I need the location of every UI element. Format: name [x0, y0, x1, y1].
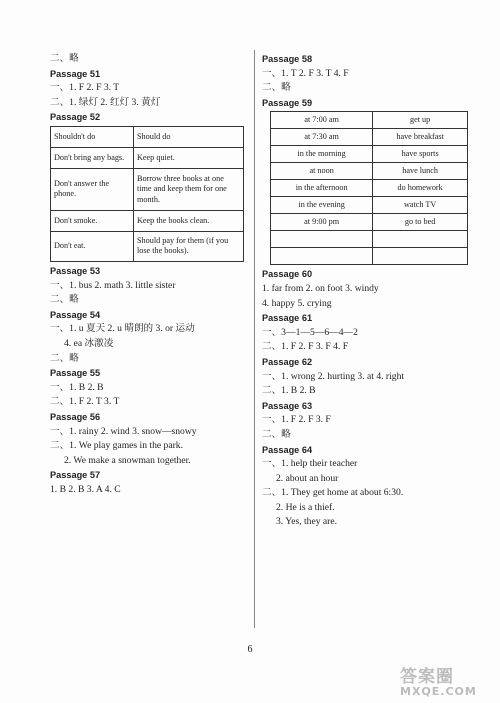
table-row — [271, 197, 468, 214]
passage-heading: Passage 51 — [50, 68, 101, 79]
table-row — [271, 112, 468, 129]
table-cell: at 7:00 am — [271, 112, 373, 129]
answer-line: 一、1. F 2. F 3. F — [262, 414, 331, 426]
table-row — [271, 146, 468, 163]
table-cell: go to bed — [373, 214, 468, 231]
answer-line: 一、1. wrong 2. hurting 3. at 4. right — [262, 370, 405, 382]
answer-line: 一、1. rainy 2. wind 3. snow—snowy — [50, 425, 197, 437]
table-cell: in the morning — [271, 146, 373, 163]
table-cell: in the afternoon — [271, 180, 373, 197]
passage-heading: Passage 62 — [262, 356, 313, 367]
answer-line: 1. far from 2. on foot 3. windy — [262, 282, 379, 294]
table-cell — [373, 248, 468, 265]
table-cell: Shouldn't do — [51, 126, 134, 147]
table-cell: at 7:30 am — [271, 129, 373, 146]
answer-line: 二、略 — [50, 53, 79, 64]
answer-line: 1. B 2. B 3. A 4. C — [50, 483, 121, 495]
passage-heading: Passage 57 — [50, 470, 101, 481]
passage-heading: Passage 53 — [50, 265, 101, 276]
answer-line: 一、1. help their teacher — [262, 458, 358, 470]
table-row — [271, 231, 468, 248]
answer-line: 二、1. They get home at about 6:30. — [262, 487, 404, 499]
answer-line: 一、1. T 2. F 3. T 4. F — [262, 67, 349, 79]
passage-heading: Passage 60 — [262, 269, 313, 280]
table-row — [271, 214, 468, 231]
answer-line: 一、1. bus 2. math 3. little sister — [50, 279, 176, 291]
table-cell: at 9:00 pm — [271, 214, 373, 231]
page-number: 6 — [247, 644, 253, 655]
answer-line: 二、1. F 2. T 3. T — [50, 396, 120, 408]
answer-line: 二、略 — [262, 82, 291, 94]
passage-heading: Passage 61 — [262, 313, 313, 324]
table-cell: do homework — [373, 180, 468, 197]
table-cell: Should do — [134, 126, 244, 147]
answer-line: 二、1. B 2. B — [262, 385, 316, 397]
table-row — [271, 248, 468, 265]
table-cell: Keep quiet. — [134, 147, 244, 168]
left-column — [50, 52, 248, 497]
table-cell: at noon — [271, 163, 373, 180]
table-row — [271, 129, 468, 146]
answer-line: 一、1. B 2. B — [50, 381, 104, 393]
table-cell — [271, 248, 373, 265]
passage-heading: Passage 56 — [50, 411, 101, 422]
table-row — [271, 180, 468, 197]
answer-line: 4. happy 5. crying — [262, 297, 332, 309]
table-cell: Don't smoke. — [51, 210, 134, 231]
table-row — [51, 168, 244, 210]
passage-59-table — [270, 111, 468, 265]
table-row — [51, 147, 244, 168]
answer-line: 2. about an hour — [276, 472, 339, 484]
answer-line: 2. We make a snowman together. — [64, 454, 191, 466]
answer-line: 二、略 — [262, 428, 291, 440]
table-cell: Borrow three books at one time and keep them for one month. — [134, 168, 244, 210]
passage-52-table — [50, 126, 244, 262]
passage-heading: Passage 63 — [262, 400, 313, 411]
table-row — [51, 231, 244, 261]
table-cell: Should pay for them (if you lose the books). — [134, 231, 244, 261]
table-cell: Don't bring any bags. — [51, 147, 134, 168]
passage-heading: Passage 52 — [50, 112, 101, 123]
watermark-logo — [400, 662, 494, 700]
answer-line: 二、略 — [50, 294, 79, 306]
watermark-bottom: MXQE.COM — [400, 685, 477, 698]
table-cell: Don't eat. — [51, 231, 134, 261]
table-cell: have breakfast — [373, 129, 468, 146]
answer-line: 4. ea 冰激凌 — [64, 337, 114, 349]
table-cell: get up — [373, 112, 468, 129]
table-cell: have sports — [373, 146, 468, 163]
column-divider — [254, 50, 255, 628]
answer-line: 二、略 — [50, 352, 79, 364]
answer-line: 一、3—1—5—6—4—2 — [262, 326, 358, 338]
table-row — [271, 163, 468, 180]
passage-heading: Passage 59 — [262, 97, 313, 108]
answer-line: 一、1. u 夏天 2. u 晴朗的 3. or 运动 — [50, 323, 195, 335]
passage-heading: Passage 64 — [262, 444, 313, 455]
passage-heading: Passage 54 — [50, 309, 101, 320]
answer-line: 二、1. We play games in the park. — [50, 440, 183, 452]
answer-line: 一、1. F 2. F 3. T — [50, 82, 120, 94]
passage-heading: Passage 58 — [262, 54, 313, 64]
watermark-top: 答案圈 — [400, 667, 454, 687]
table-row — [51, 210, 244, 231]
answer-line: 二、1. F 2. F 3. F 4. F — [262, 341, 349, 353]
table-cell: Keep the books clean. — [134, 210, 244, 231]
table-cell: in the evening — [271, 197, 373, 214]
answer-line: 2. He is a thief. — [276, 501, 335, 513]
answer-line: 3. Yes, they are. — [276, 516, 338, 528]
table-cell: watch TV — [373, 197, 468, 214]
table-cell — [271, 231, 373, 248]
right-column — [262, 52, 472, 530]
table-cell: have lunch — [373, 163, 468, 180]
answer-line: 二、1. 绿灯 2. 红灯 3. 黄灯 — [50, 96, 161, 108]
table-cell — [373, 231, 468, 248]
table-cell: Don't answer the phone. — [51, 168, 134, 210]
passage-heading: Passage 55 — [50, 368, 101, 379]
table-row — [51, 126, 244, 147]
